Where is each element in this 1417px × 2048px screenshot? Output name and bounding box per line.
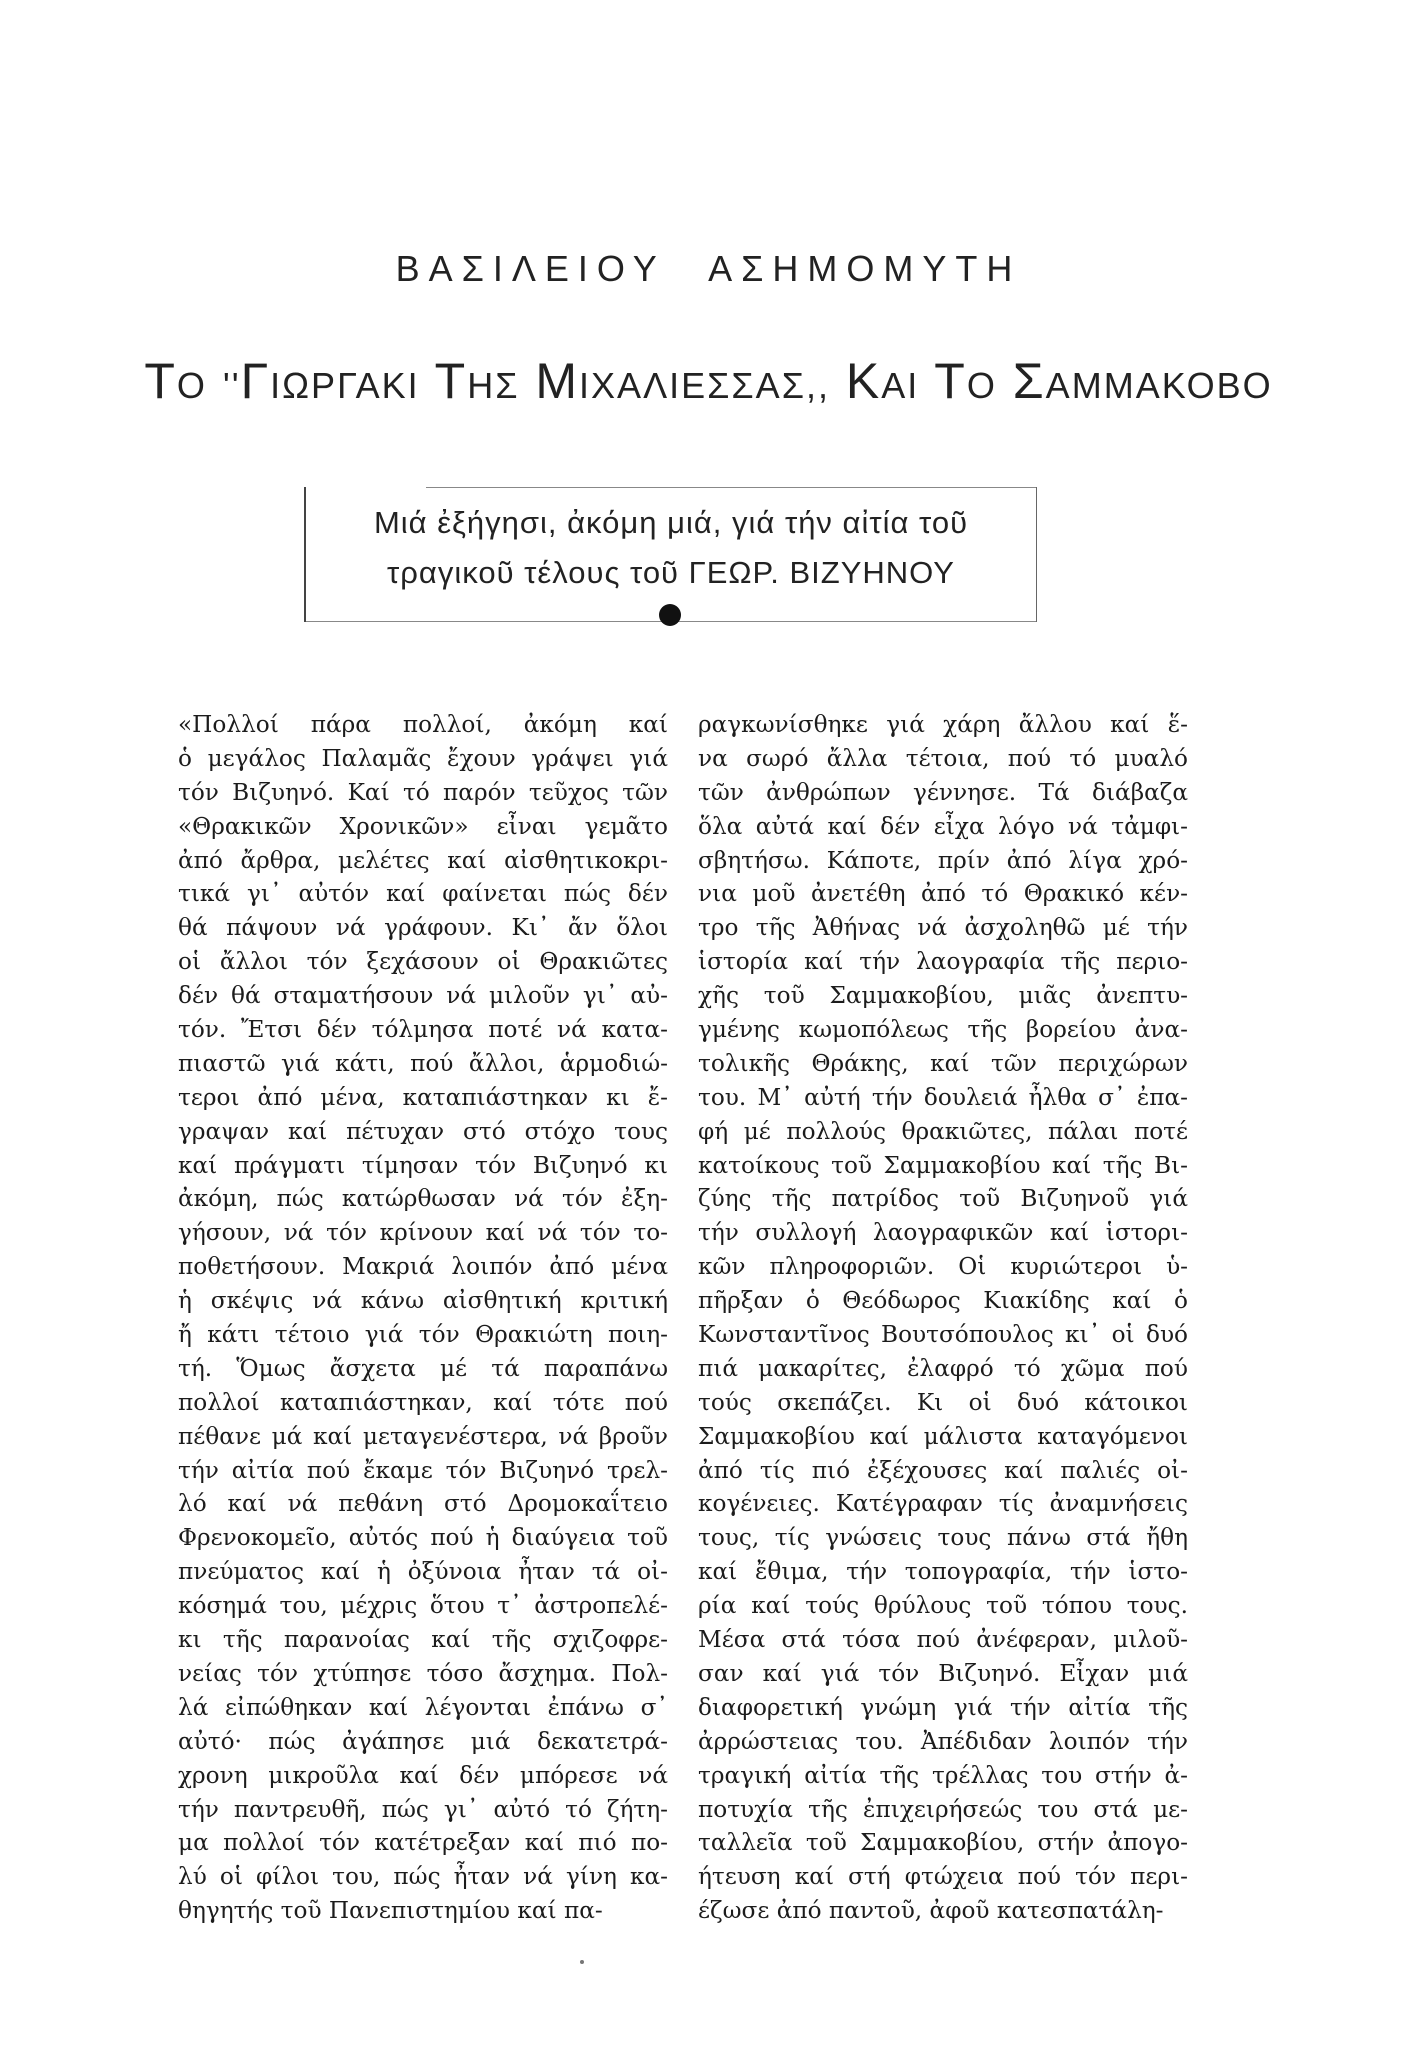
text-line: τούς σκεπάζει. Κι οἱ δυό κάτοικοι: [698, 1388, 1188, 1416]
text-line: τήν παντρευθῆ, πώς γι᾿ αὐτό τό ζήτη-: [178, 1795, 668, 1823]
text-line: δέν θά σταματήσουν νά μιλοῦν γι᾿ αὐ-: [178, 982, 668, 1010]
text-line: ραγκωνίσθηκε γιά χάρη ἄλλου καί ἕ-: [698, 711, 1188, 738]
text-line: ἡ σκέψις νά κάνω αἰσθητική κριτική: [178, 1287, 668, 1315]
text-line: «Πολλοί πάρα πολλοί, ἀκόμη καί: [178, 711, 668, 738]
subtitle-line-2: τραγικοῦ τέλους τοῦ ΓΕΩΡ. ΒΙΖΥΗΝΟΥ: [387, 555, 955, 590]
text-line: ἀπό ἄρθρα, μελέτες καί αἰσθητικοκρι-: [178, 846, 668, 874]
article-title: ΤΟ ''ΓΙΩΡΓΑΚΙ ΤΗΣ ΜΙΧΑΛΙΕΣΣΑΣ,, ΚΑΙ ΤΟ ΣΑΜΜΑΚΟΒΟ: [144, 353, 1273, 409]
text-line: καί ἔθιμα, τήν τοπογραφία, τήν ἱστο-: [698, 1558, 1188, 1586]
text-line: κῶν πληροφοριῶν. Οἱ κυριώτεροι ὑ-: [698, 1253, 1188, 1281]
left-text-column: [178, 708, 668, 1928]
text-line: τή. Ὅμως ἄσχετα μέ τά παραπάνω: [178, 1354, 668, 1382]
subtitle-box: [304, 487, 1037, 622]
text-line: χρονη μικροῦλα καί δέν μπόρεσε νά: [178, 1761, 668, 1789]
text-line: κι τῆς παρανοίας καί τῆς σχιζοφρε-: [178, 1626, 668, 1654]
text-line: λό καί νά πεθάνη στό Δρομοκαΐτειο: [178, 1490, 668, 1518]
text-line: τῶν ἀνθρώπων γέννησε. Τά διάβαζα: [698, 778, 1188, 806]
text-line: τικά γι᾿ αὐτόν καί φαίνεται πώς δέν: [178, 880, 668, 908]
text-line: Μέσα στά τόσα πού ἀνέφεραν, μιλοῦ-: [698, 1626, 1188, 1654]
text-line: ἱστορία καί τήν λαογραφία τῆς περιο-: [698, 948, 1188, 976]
text-line: ὅλα αὐτά καί δέν εἶχα λόγο νά τἀμφι-: [698, 812, 1188, 840]
text-line: τραγική αἰτία τῆς τρέλλας του στήν ἀ-: [698, 1761, 1188, 1789]
text-line: να σωρό ἄλλα τέτοια, πού τό μυαλό: [698, 744, 1188, 772]
text-line: «Θρακικῶν Χρονικῶν» εἶναι γεμᾶτο: [178, 812, 668, 840]
text-line: σαν καί γιά τόν Βιζυηνό. Εἶχαν μιά: [698, 1659, 1188, 1687]
text-line: φή μέ πολλούς θρακιῶτες, πάλαι ποτέ: [698, 1117, 1188, 1145]
text-line: πιά μακαρίτες, ἐλαφρό τό χῶμα πού: [698, 1354, 1188, 1382]
text-line: νείας τόν χτύπησε τόσο ἄσχημα. Πολ-: [178, 1659, 668, 1687]
text-line: του. Μ᾿ αὐτή τήν δουλειά ἦλθα σ᾿ ἐπα-: [698, 1083, 1188, 1111]
text-line: έζωσε ἀπό παντοῦ, ἀφοῦ κατεσπατάλη-: [698, 1897, 1164, 1925]
text-line: γραψαν καί πέτυχαν στό στόχο τους: [178, 1117, 668, 1145]
text-line: ποθετήσουν. Μακριά λοιπόν ἀπό μένα: [178, 1253, 668, 1281]
text-line: θηγητής τοῦ Πανεπιστημίου καί πα-: [178, 1897, 603, 1925]
text-line: Σαμμακοβίου καί μάλιστα καταγόμενοι: [698, 1422, 1188, 1450]
text-line: ἀκόμη, πώς κατώρθωσαν νά τόν ἐξη-: [178, 1185, 668, 1213]
text-line: καί πράγματι τίμησαν τόν Βιζυηνό κι: [178, 1151, 668, 1179]
text-line: ταλλεῖα τοῦ Σαμμακοβίου, στήν ἀπογο-: [698, 1829, 1188, 1857]
text-line: τολικῆς Θράκης, καί τῶν περιχώρων: [698, 1049, 1188, 1077]
text-line: πέθανε μά καί μεταγενέστερα, νά βροῦν: [178, 1422, 668, 1450]
text-line: αὐτό· πώς ἀγάπησε μιά δεκατετρά-: [178, 1727, 668, 1755]
author-name: ΒΑΣΙΛΕΙΟΥ ΑΣΗΜΟΜΥΤΗ: [395, 248, 1022, 289]
text-line: Φρενοκομεῖο, αὐτός πού ἡ διαύγεια τοῦ: [178, 1524, 668, 1552]
text-line: πνεύματος καί ἡ ὀξύνοια ἦταν τά οἰ-: [178, 1558, 668, 1586]
text-line: Κωνσταντῖνος Βουτσόπουλος κι᾿ οἱ δυό: [698, 1321, 1188, 1349]
text-line: ζύης τῆς πατρίδος τοῦ Βιζυηνοῦ γιά: [698, 1185, 1188, 1213]
text-line: κογένειες. Κατέγραφαν τίς ἀναμνήσεις: [698, 1490, 1188, 1518]
bullet-ornament: [659, 604, 681, 626]
text-line: ρία καί τούς θρύλους τοῦ τόπου τους.: [698, 1592, 1188, 1620]
text-line: λά εἰπώθηκαν καί λέγονται ἐπάνω σ᾿: [178, 1693, 668, 1721]
text-line: τόν. Ἔτσι δέν τόλμησα ποτέ νά κατα-: [178, 1016, 668, 1044]
text-line: κόσημά του, μέχρις ὅτου τ᾿ ἀστροπελέ-: [178, 1592, 668, 1620]
text-line: οἱ ἄλλοι τόν ξεχάσουν οἱ Θρακιῶτες: [178, 948, 668, 976]
text-line: τήν αἰτία πού ἔκαμε τόν Βιζυηνό τρελ-: [178, 1456, 668, 1484]
text-line: τους, τίς γνώσεις τους πάνω στά ἤθη: [698, 1524, 1188, 1552]
text-line: τόν Βιζυηνό. Καί τό παρόν τεῦχος τῶν: [178, 778, 668, 806]
text-line: κατοίκους τοῦ Σαμμακοβίου καί τῆς Βι-: [698, 1151, 1188, 1179]
text-line: τήν συλλογή λαογραφικῶν καί ἱστορι-: [698, 1219, 1188, 1247]
text-line: νια μοῦ ἀνετέθη ἀπό τό Θρακικό κέν-: [698, 880, 1188, 908]
text-line: πολλοί καταπιάστηκαν, καί τότε πού: [178, 1388, 668, 1416]
right-text-column: [698, 708, 1188, 1928]
text-line: γήσουν, νά τόν κρίνουν καί νά τόν το-: [178, 1219, 668, 1247]
text-line: ἀρρώστειας του. Ἀπέδιδαν λοιπόν τήν: [698, 1727, 1188, 1755]
text-line: θά πάψουν νά γράφουν. Κι᾿ ἄν ὅλοι: [178, 914, 668, 942]
text-line: ὁ μεγάλος Παλαμᾶς ἔχουν γράψει γιά: [178, 744, 668, 772]
text-line: ήτευση καί στή φτώχεια πού τόν περι-: [698, 1863, 1188, 1891]
text-line: χῆς τοῦ Σαμμακοβίου, μιᾶς ἀνεπτυ-: [698, 982, 1188, 1010]
text-line: λύ οἱ φίλοι του, πώς ἦταν νά γίνη κα-: [178, 1863, 668, 1891]
text-line: πιαστῶ γιά κάτι, πού ἄλλοι, ἁρμοδιώ-: [178, 1049, 668, 1077]
text-line: σβητήσω. Κάποτε, πρίν ἀπό λίγα χρό-: [698, 846, 1188, 874]
text-line: ἀπό τίς πιό ἐξέχουσες καί παλιές οἰ-: [698, 1456, 1188, 1484]
text-line: ἤ κάτι τέτοιο γιά τόν Θρακιώτη ποιη-: [178, 1321, 668, 1349]
text-line: διαφορετική γνώμη γιά τήν αἰτία τῆς: [698, 1693, 1188, 1721]
text-line: τεροι ἀπό μένα, καταπιάστηκαν κι ἔ-: [178, 1083, 668, 1111]
subtitle-line-1: Μιά ἐξήγησι, ἀκόμη μιά, γιά τήν αἰτία τοῦ: [373, 505, 969, 540]
text-line: ποτυχία τῆς ἐπιχειρήσεώς του στά με-: [698, 1795, 1188, 1823]
text-line: μα πολλοί τόν κατέτρεξαν καί πιό πο-: [178, 1829, 668, 1857]
page-speck: [580, 1960, 584, 1964]
text-line: πῆρξαν ὁ Θεόδωρος Κιακίδης καί ὁ: [698, 1287, 1188, 1315]
text-line: γμένης κωμοπόλεως τῆς βορείου ἀνα-: [698, 1016, 1188, 1044]
text-line: τρο τῆς Ἀθήνας νά ἀσχοληθῶ μέ τήν: [698, 914, 1188, 942]
